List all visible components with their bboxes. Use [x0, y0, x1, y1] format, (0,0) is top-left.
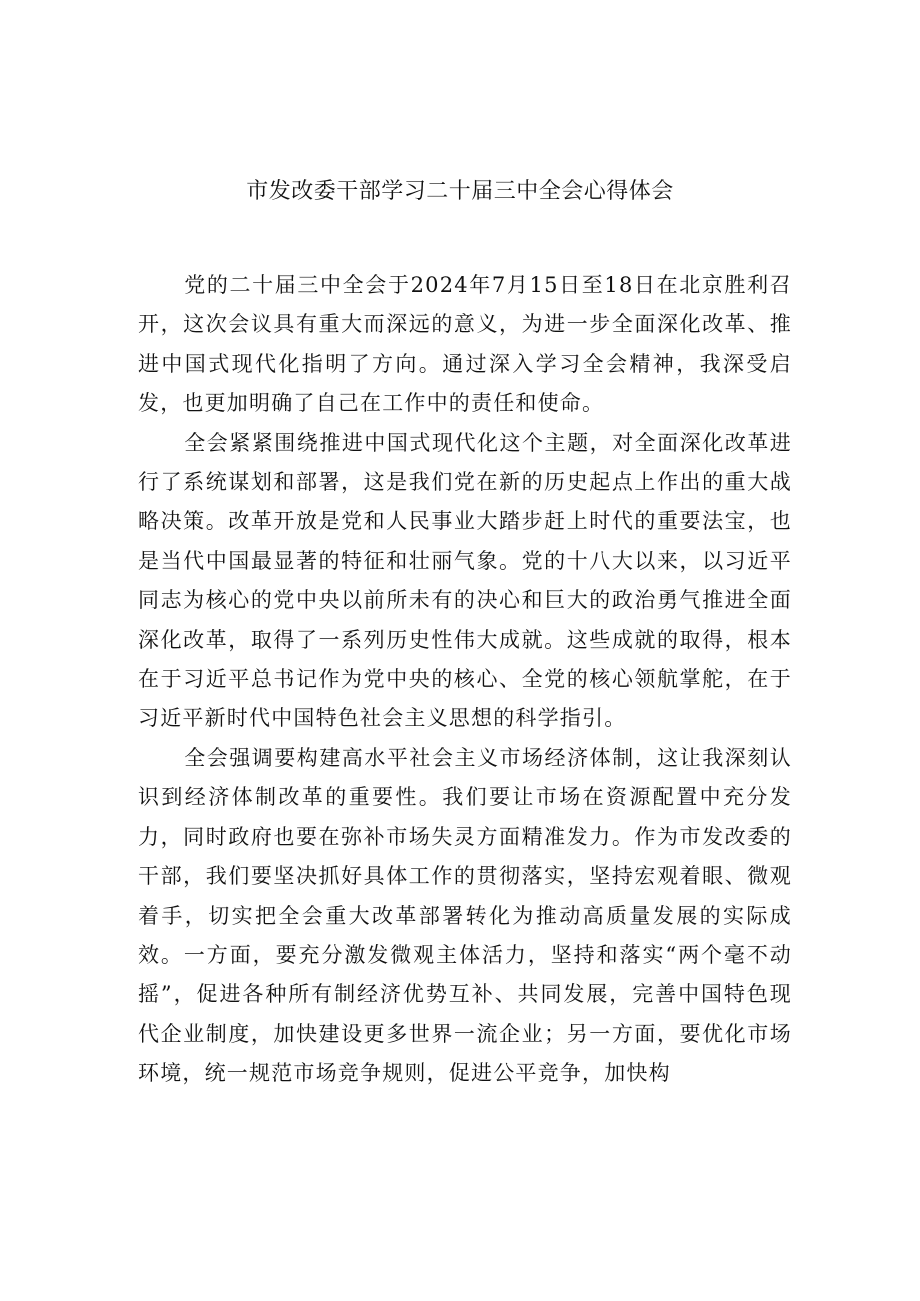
paragraph-3: 全会强调要构建高水平社会主义市场经济体制，这让我深刻认识到经济体制改革的重要性。我们要让市场在资源配置中充分发力，同时政府也要在弥补市场失灵方面精准发力。作为市发改委的干部，我们要坚决抓好具体工作的贯彻落实，坚持宏观着眼、微观着手，切实把全会重大改革部署转化为推动高质量发展的实际成效。一方面，要充分激发微观主体活力，坚持和落实“两个毫不动摇”，促进各种所有制经济优势互补、共同发展，完善中国特色现代企业制度，加快建设更多世界一流企业；另一方面，要优化市场环境，统一规范市场竞争规则，促进公平竞争，加快构	[138, 745, 792, 1086]
document-body	[138, 266, 792, 1094]
paragraph-2: 全会紧紧围绕推进中国式现代化这个主题，对全面深化改革进行了系统谋划和部署，这是我们党在新的历史起点上作出的重大战略决策。改革开放是党和人民事业大踏步赶上时代的重要法宝，也是当代中国最显著的特征和壮丽气象。党的十八大以来，以习近平同志为核心的党中央以前所未有的决心和巨大的政治勇气推进全面深化改革，取得了一系列历史性伟大成就。这些成就的取得，根本在于习近平总书记作为党中央的核心、全党的核心领航掌舵，在于习近平新时代中国特色社会主义思想的科学指引。	[138, 430, 792, 731]
paragraph-1: 党的二十届三中全会于2024年7月15日至18日在北京胜利召开，这次会议具有重大而深远的意义，为进一步全面深化改革、推进中国式现代化指明了方向。通过深入学习全会精神，我深受启发，也更加明确了自己在工作中的责任和使命。	[138, 273, 792, 416]
document-title: 市发改委干部学习二十届三中全会心得体会	[246, 179, 674, 204]
